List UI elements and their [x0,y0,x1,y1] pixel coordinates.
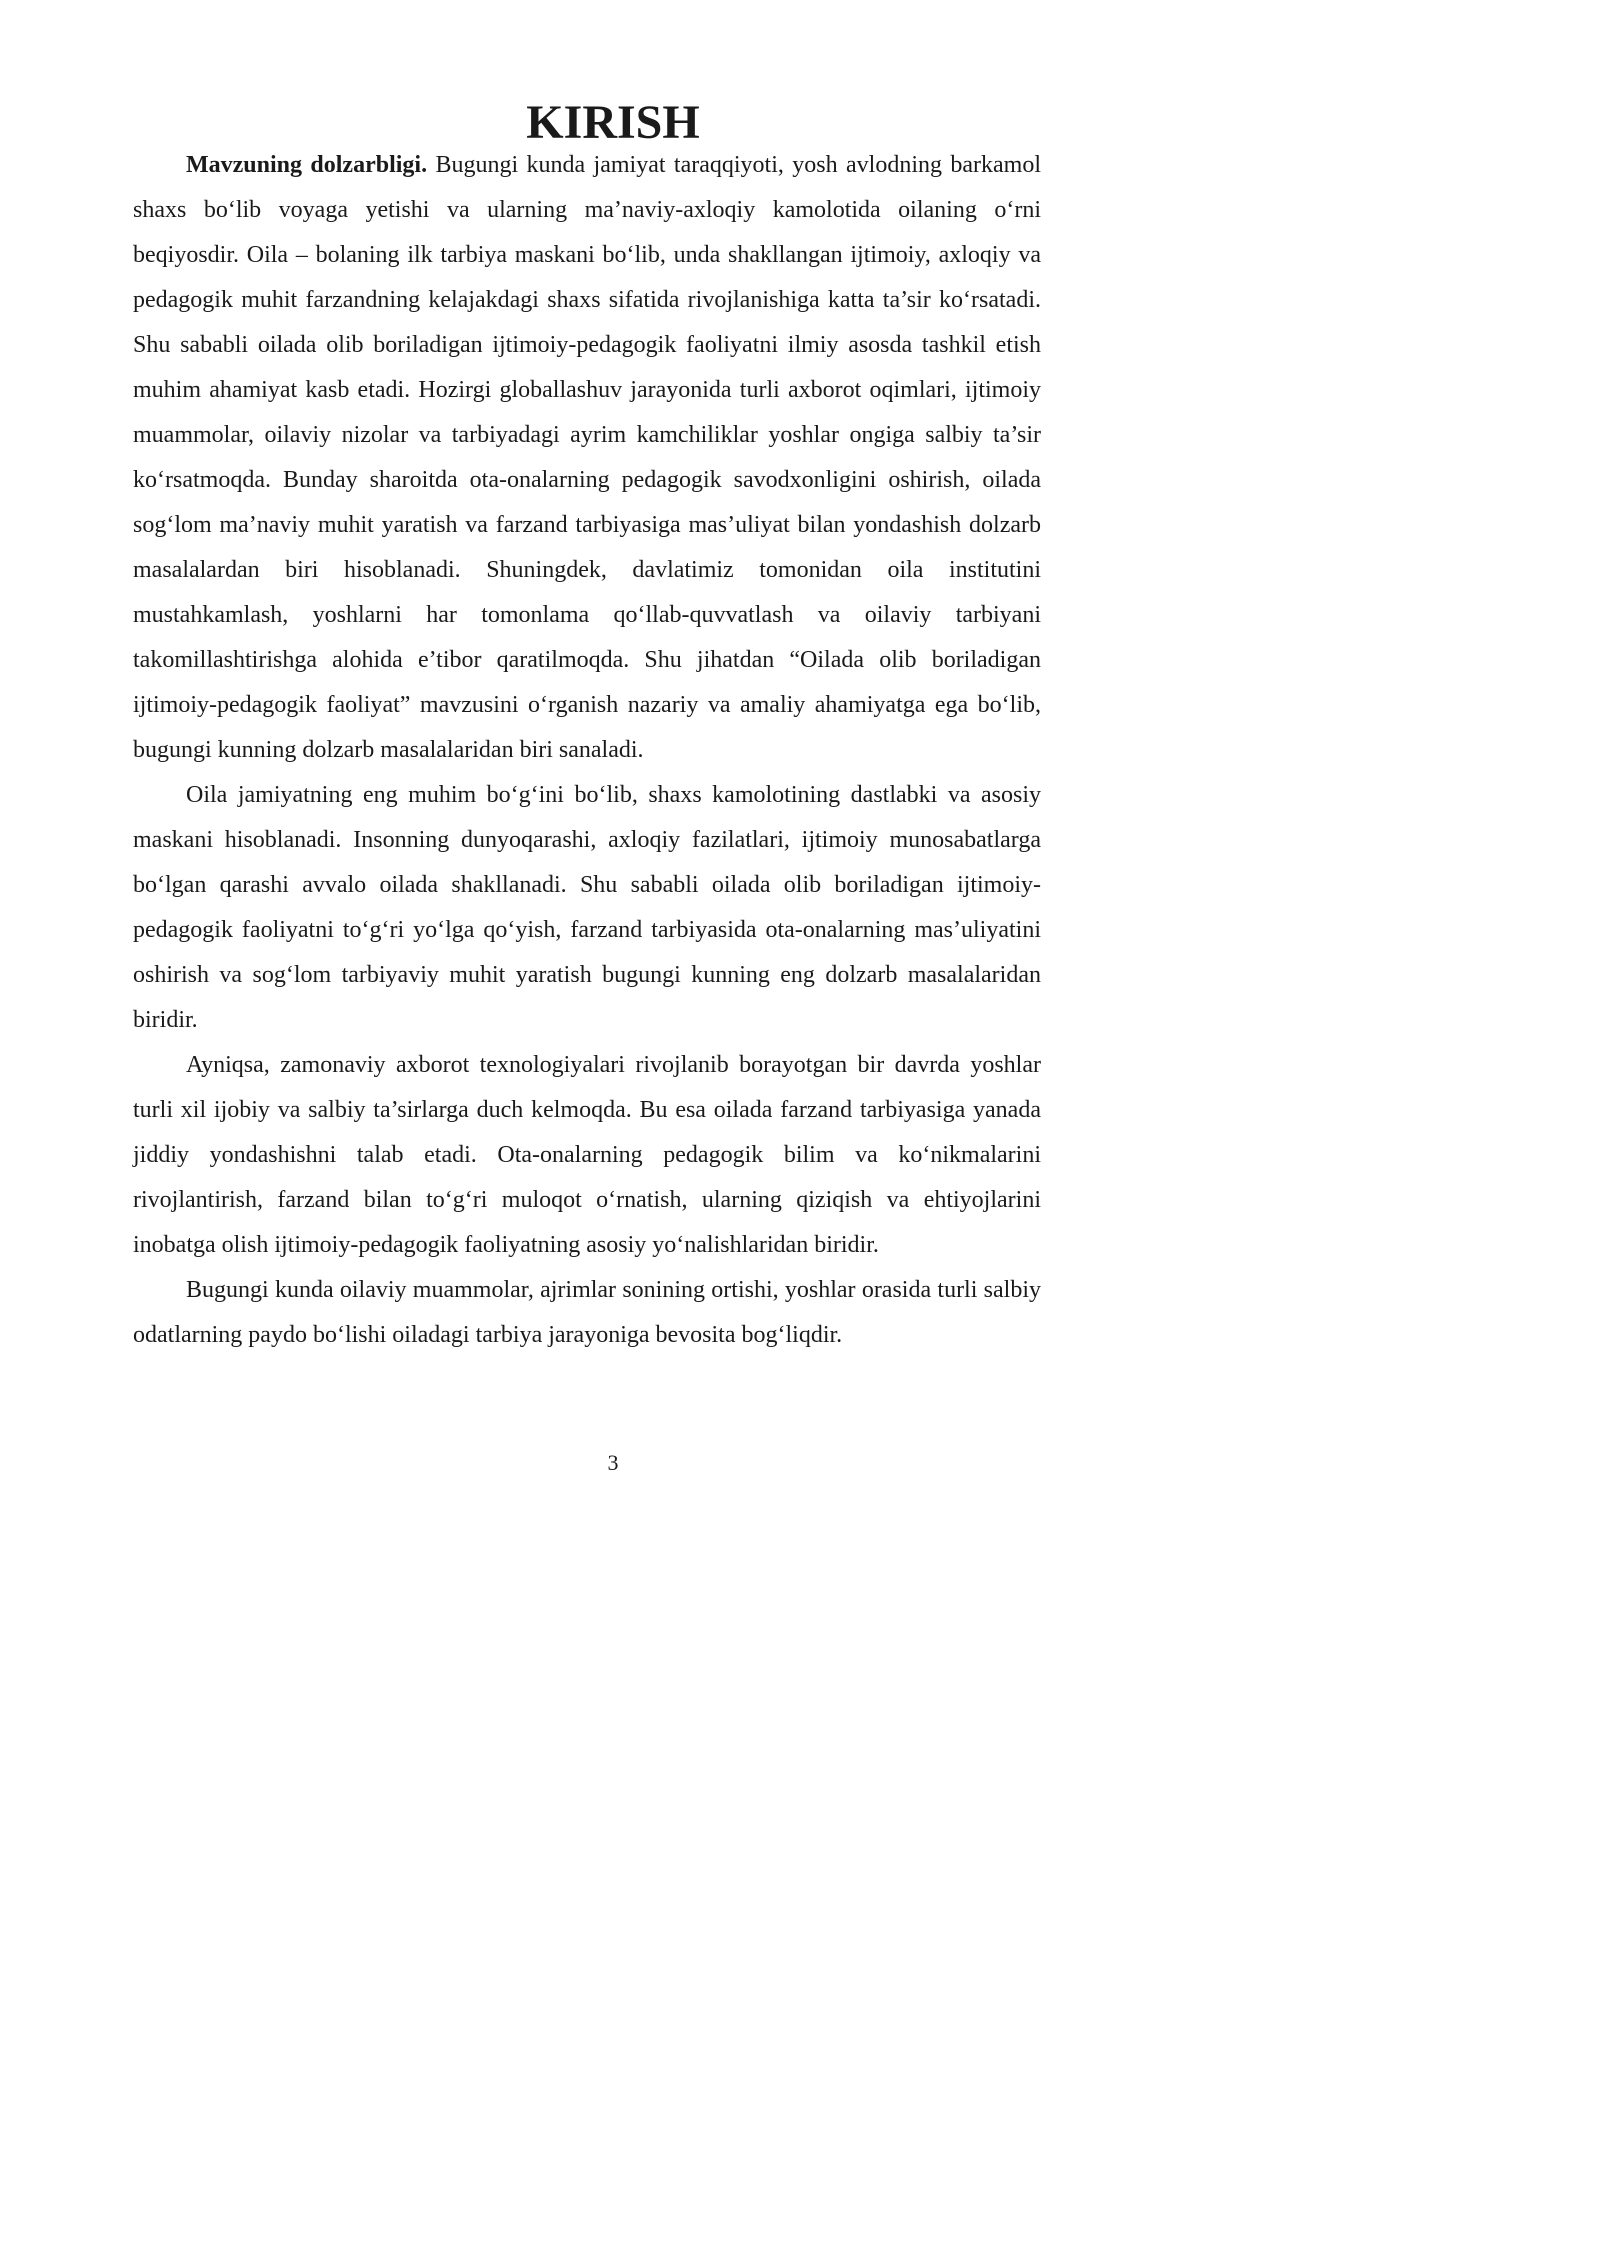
paragraph-technology: Ayniqsa, zamonaviy axborot texnologiyalari rivojlanib borayotgan bir davrda yoshlar turli xil ijobiy va salbiy ta’sirlarga duch kelmoqda. Bu esa oilada farzand tarbiyasiga yanada jiddiy yondashishni talab etadi. Ota-onalarning pedagogik bilim va ko‘nikmalarini rivojlantirish, farzand bilan to‘g‘ri muloqot o‘rnatish, ularning qiziqish va ehtiyojlarini inobatga olish ijtimoiy-pedagogik faoliyatning asosiy yo‘nalishlaridan biridir. [133,1052,1041,1258]
paragraph-family: Oila jamiyatning eng muhim bo‘g‘ini bo‘lib, shaxs kamolotining dastlabki va asosiy maskani hisoblanadi. Insonning dunyoqarashi, axloqiy fazilatlari, ijtimoiy munosabatlarga bo‘lgan qarashi avvalo oilada shakllanadi. Shu sababli oilada olib boriladigan ijtimoiy-pedagogik faoliyatni to‘g‘ri yo‘lga qo‘yish, farzand tarbiyasida ota-onalarning mas’uliyatini oshirish va sog‘lom tarbiyaviy muhit yaratish bugungi kunning eng dolzarb masalalaridan biridir. [133,782,1041,1033]
paragraph-lead-label: Mavzuning dolzarbligi. [186,152,428,178]
paragraph-relevance [133,143,1041,773]
paragraph-text: Bugungi kunda jamiyat taraqqiyoti, yosh avlodning barkamol shaxs bo‘lib voyaga yetishi va ularning ma’naviy-axloqiy kamolotida oilaning o‘rni beqiyosdir. Oila – bolaning ilk tarbiya maskani bo‘lib, unda shakllangan ijtimoiy, axloqiy va pedagogik muhit farzandning kelajakdagi shaxs sifatida rivojlanishiga katta ta’sir ko‘rsatadi. Shu sababli oilada olib boriladigan ijtimoiy-pedagogik faoliyatni ilmiy asosda tashkil etish muhim ahamiyat kasb etadi. Hozirgi globallashuv jarayonida turli axborot oqimlari, ijtimoiy muammolar, oilaviy nizolar va tarbiyadagi ayrim kamchiliklar yoshlar ongiga salbiy ta’sir ko‘rsatmoqda. Bunday sharoitda ota-onalarning pedagogik savodxonligini oshirish, oilada sog‘lom ma’naviy muhit yaratish va farzand tarbiyasiga mas’uliyat bilan yondashish dolzarb masalalardan biri hisoblanadi. Shuningdek, davlatimiz tomonidan oila institutini mustahkamlash, yoshlarni har tomonlama qo‘llab-quvvatlash va oilaviy tarbiyani takomillashtirishga alohida e’tibor qaratilmoqda. Shu jihatdan “Oilada olib boriladigan ijtimoiy-pedagogik faoliyat” mavzusini o‘rganish nazariy va amaliy ahamiyatga ega bo‘lib, bugungi kunning dolzarb masalalaridan biri sanaladi. [133,152,1042,763]
page-number: 3 [607,1450,619,1475]
document-page [0,0,1100,1555]
document-body [133,96,1042,1358]
paragraph-problems: Bugungi kunda oilaviy muammolar, ajrimlar sonining ortishi, yoshlar orasida turli salbiy odatlarning paydo bo‘lishi oiladagi tarbiya jarayoniga bevosita bog‘liqdir. [133,1277,1041,1348]
page-title: KIRISH [526,96,700,149]
